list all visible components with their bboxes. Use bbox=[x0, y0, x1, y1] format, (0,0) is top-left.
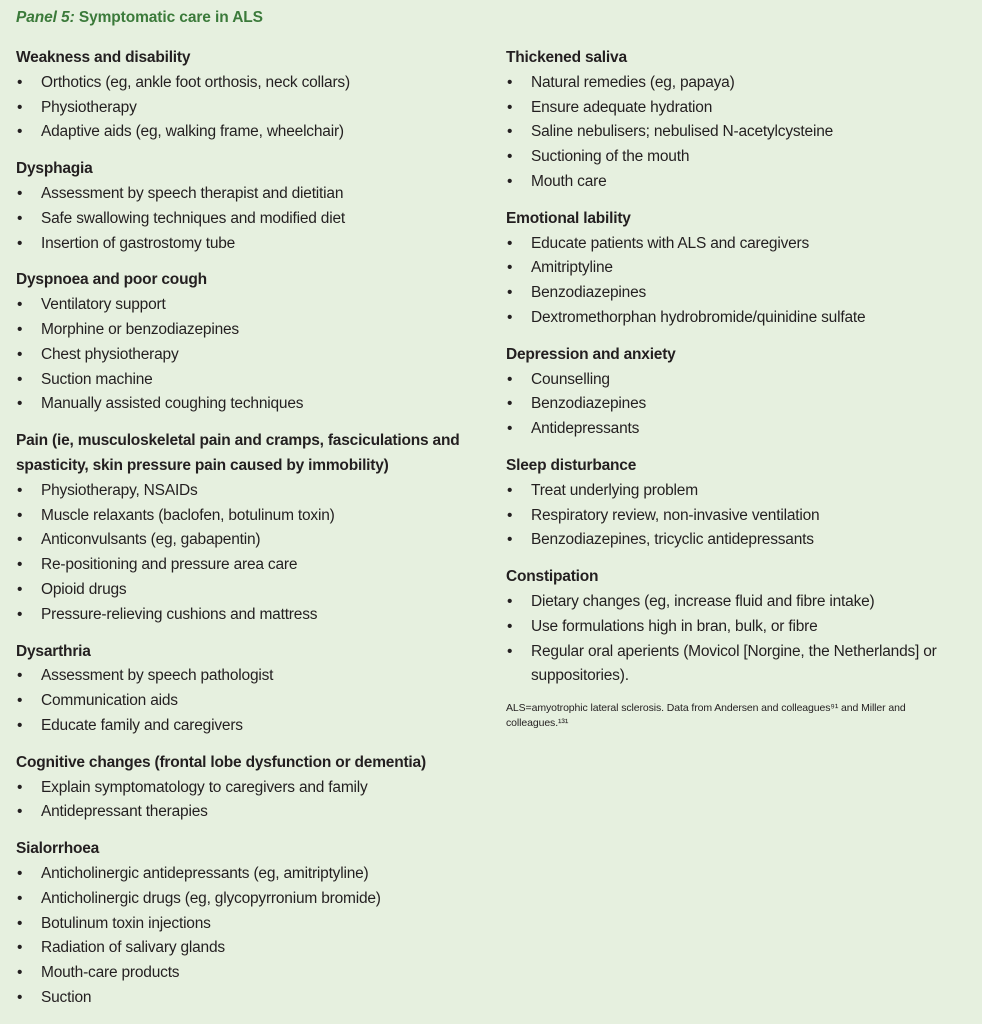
list-item: • Ventilatory support bbox=[16, 293, 492, 318]
list-item: • Antidepressants bbox=[506, 417, 966, 442]
list-item: • Communication aids bbox=[16, 689, 492, 714]
list-item: • Pressure-relieving cushions and mattress bbox=[16, 603, 492, 628]
list-item: • Benzodiazepines bbox=[506, 392, 966, 417]
bullet-list bbox=[506, 590, 966, 689]
section-weakness bbox=[16, 46, 492, 145]
list-item: • Educate patients with ALS and caregivers bbox=[506, 232, 966, 257]
bullet-list bbox=[16, 862, 492, 1011]
list-item: • Anticholinergic drugs (eg, glycopyrronium bromide) bbox=[16, 887, 492, 912]
list-item: • Suctioning of the mouth bbox=[506, 145, 966, 170]
list-item: • Insertion of gastrostomy tube bbox=[16, 232, 492, 257]
section-dyspnoea bbox=[16, 268, 492, 417]
list-item: • Muscle relaxants (baclofen, botulinum toxin) bbox=[16, 504, 492, 529]
section-heading: Sleep disturbance bbox=[506, 456, 637, 474]
list-item: • Explain symptomatology to caregivers and family bbox=[16, 776, 492, 801]
list-item: • Natural remedies (eg, papaya) bbox=[506, 71, 966, 96]
section-heading: Dysphagia bbox=[16, 160, 93, 178]
list-item: • Dextromethorphan hydrobromide/quinidine sulfate bbox=[506, 306, 966, 331]
section-heading: Sialorrhoea bbox=[16, 840, 100, 858]
panel-footnote: ALS=amyotrophic lateral sclerosis. Data from Andersen and colleagues⁹¹ and Miller and colleagues.¹³¹ bbox=[506, 702, 906, 730]
list-item: • Chest physiotherapy bbox=[16, 343, 492, 368]
section-heading: Dyspnoea and poor cough bbox=[16, 271, 207, 289]
section-heading: Cognitive changes (frontal lobe dysfunction or dementia) bbox=[16, 753, 426, 771]
list-item: • Benzodiazepines bbox=[506, 281, 966, 306]
left-column bbox=[16, 46, 492, 1023]
bullet-list bbox=[16, 293, 492, 417]
list-item: • Re-positioning and pressure area care bbox=[16, 553, 492, 578]
list-item: • Regular oral aperients (Movicol [Norgine, the Netherlands] or suppositories). bbox=[506, 640, 966, 690]
section-depression bbox=[506, 343, 966, 442]
section-sialorrhoea bbox=[16, 837, 492, 1011]
list-item: • Assessment by speech therapist and dietitian bbox=[16, 182, 492, 207]
right-column bbox=[506, 46, 966, 731]
bullet-list bbox=[506, 479, 966, 553]
section-heading: Weakness and disability bbox=[16, 49, 191, 66]
bullet-list bbox=[16, 182, 492, 256]
section-heading: Constipation bbox=[506, 568, 599, 586]
list-item: • Suction machine bbox=[16, 368, 492, 393]
panel-title bbox=[16, 8, 966, 28]
bullet-list bbox=[16, 71, 492, 145]
bullet-list bbox=[506, 368, 966, 442]
list-item: • Orthotics (eg, ankle foot orthosis, neck collars) bbox=[16, 71, 492, 96]
list-item: • Dietary changes (eg, increase fluid and fibre intake) bbox=[506, 590, 966, 615]
section-heading: Emotional lability bbox=[506, 209, 631, 227]
list-item: • Physiotherapy bbox=[16, 96, 492, 121]
section-heading: Pain (ie, musculoskeletal pain and cramps, fasciculations and spasticity, skin pressure pain caused by immobility) bbox=[16, 432, 460, 474]
list-item: • Suction bbox=[16, 986, 492, 1011]
section-thickened-saliva bbox=[506, 46, 966, 195]
list-item: • Mouth-care products bbox=[16, 961, 492, 986]
list-item: • Morphine or benzodiazepines bbox=[16, 318, 492, 343]
list-item: • Manually assisted coughing techniques bbox=[16, 392, 492, 417]
list-item: • Saline nebulisers; nebulised N-acetylcysteine bbox=[506, 120, 966, 145]
section-sleep bbox=[506, 454, 966, 553]
bullet-list bbox=[506, 71, 966, 195]
list-item: • Opioid drugs bbox=[16, 578, 492, 603]
list-item: • Treat underlying problem bbox=[506, 479, 966, 504]
list-item: • Counselling bbox=[506, 368, 966, 393]
panel-label: Panel 5: bbox=[16, 9, 75, 26]
section-heading: Dysarthria bbox=[16, 642, 91, 660]
list-item: • Respiratory review, non-invasive ventilation bbox=[506, 504, 966, 529]
section-emotional-lability bbox=[506, 207, 966, 331]
list-item: • Anticholinergic antidepressants (eg, amitriptyline) bbox=[16, 862, 492, 887]
list-item: • Radiation of salivary glands bbox=[16, 936, 492, 961]
list-item: • Adaptive aids (eg, walking frame, wheelchair) bbox=[16, 120, 492, 145]
section-cognitive bbox=[16, 751, 492, 825]
list-item: • Antidepressant therapies bbox=[16, 800, 492, 825]
bullet-list bbox=[16, 664, 492, 738]
section-constipation bbox=[506, 565, 966, 689]
section-dysarthria bbox=[16, 640, 492, 739]
section-dysphagia bbox=[16, 157, 492, 256]
list-item: • Mouth care bbox=[506, 170, 966, 195]
list-item: • Safe swallowing techniques and modified diet bbox=[16, 207, 492, 232]
list-item: • Educate family and caregivers bbox=[16, 714, 492, 739]
section-pain bbox=[16, 429, 492, 627]
list-item: • Physiotherapy, NSAIDs bbox=[16, 479, 492, 504]
list-item: • Benzodiazepines, tricyclic antidepressants bbox=[506, 528, 966, 553]
section-heading: Thickened saliva bbox=[506, 49, 627, 66]
list-item: • Amitriptyline bbox=[506, 256, 966, 281]
list-item: • Botulinum toxin injections bbox=[16, 912, 492, 937]
list-item: • Ensure adequate hydration bbox=[506, 96, 966, 121]
bullet-list bbox=[16, 776, 492, 826]
list-item: • Assessment by speech pathologist bbox=[16, 664, 492, 689]
list-item: • Anticonvulsants (eg, gabapentin) bbox=[16, 528, 492, 553]
panel-title-text: Symptomatic care in ALS bbox=[74, 9, 263, 26]
bullet-list bbox=[506, 232, 966, 331]
list-item: • Use formulations high in bran, bulk, or fibre bbox=[506, 615, 966, 640]
section-heading: Depression and anxiety bbox=[506, 345, 676, 363]
bullet-list bbox=[16, 479, 492, 628]
